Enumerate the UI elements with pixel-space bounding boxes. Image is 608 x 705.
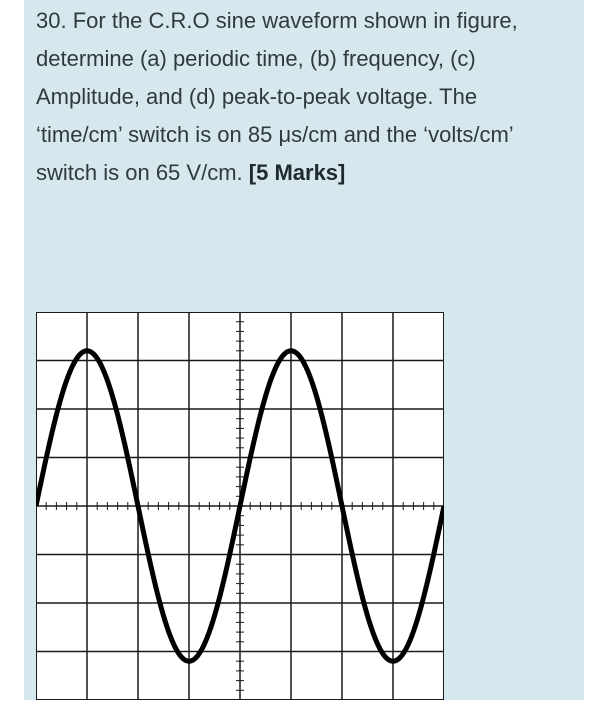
oscilloscope-figure bbox=[36, 312, 444, 705]
question-text bbox=[36, 2, 546, 192]
question-number: 30. bbox=[36, 8, 67, 33]
marks-label: [5 Marks] bbox=[248, 160, 346, 185]
question-body: For the C.R.O sine waveform shown in figure, determine (a) periodic time, (b) frequency, (c) Amplitude, and (d) peak-to-peak voltage. The ‘time/cm’ switch is on 85 μs/cm and the ‘volts/cm’ switch is on 65 V/cm. bbox=[36, 8, 518, 185]
oscilloscope-screen bbox=[36, 312, 444, 700]
